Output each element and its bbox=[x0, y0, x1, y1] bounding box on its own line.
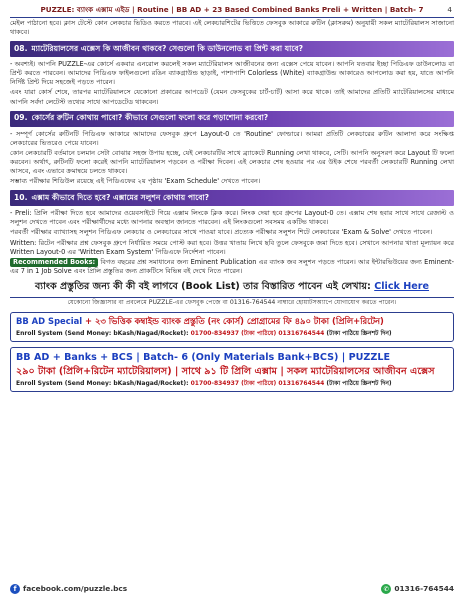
section-10-para-3: Written: রিটেন পরীক্ষার প্রশ্ন ফেসবুক গ্রুপে নির্ধারিত সময়ে পোস্ট করা হবে। উত্তর খাতায় লিখে ছবি তুলে ফেসবুকে জমা দিতে হবে। সেখানে আপনার খাতা মূল্যায়ন করে Written Layout-0 এর 'Written Exam System' পিডিএফে নির্দেশনা পাবেন। bbox=[10, 238, 454, 256]
whatsapp-contact[interactable] bbox=[381, 584, 454, 594]
header-divider bbox=[10, 17, 454, 18]
section-08-para-1: - অবশ্যই। আপনি PUZZLE-এর কোর্সে একবার এনরোল করলেই সকল ম্যাটেরিয়ালস আজীবনের জন্য এক্সেস পেয়ে যাবেন। আপনি যতবার ইচ্ছা পিডিএফ ডাউনলোড বা প্রিন্ট করতে পারবেন। আমাদের পিডিএফ ফাইলগুলো রঙিন ব্যাকগ্রাউন্ড ছাড়াই, পাশাপাশি Colorless (White) ব্যাকগ্রাউন্ড আকারেও আপলোড করা হয়, যাতে আপনি নির্দিষ্ট প্রিন্ট দিয়ে সহজেই পড়তে পারেন। bbox=[10, 60, 454, 87]
enroll-label: Enroll System (Send Money: bKash/Nagad/Rocket): bbox=[16, 330, 189, 338]
booklist-line bbox=[10, 279, 454, 295]
facebook-link[interactable] bbox=[10, 584, 127, 594]
promo-box-batch bbox=[10, 347, 454, 392]
whatsapp-number: 01316-764544 bbox=[394, 583, 454, 593]
section-10-para-2: পরবর্তী পরীক্ষার ব্যাখ্যাসহ সলুশন পিডিএফ লেকচার ও লেকচারের সাথে পাওয়া যাবে। প্রত্যেক পরীক্ষার সলুশন শিটে লেকচারের 'Exam & Solve' দেখতে পাবেন। bbox=[10, 228, 433, 237]
promo-title-sub: ২৯০ টাকা (প্রিলি+রিটেন ম্যাটেরিয়ালস) | সাথে ৯১ টি প্রিলি এক্সাম | সকল ম্যাটেরিয়ালসের আজীবন এক্সেস bbox=[16, 365, 435, 377]
section-title: কোর্সের রুটিন কোথায় পাবো? কীভাবে সেগুলো ফলো করে পড়াশোনা করবো? bbox=[31, 113, 269, 123]
section-title: ম্যাটেরিয়ালসের এক্সেস কি আজীবন থাকবে? সেগুলো কি ডাউনলোড বা প্রিন্ট করা যাবে? bbox=[31, 43, 304, 53]
section-09-heading bbox=[10, 111, 454, 127]
enroll-tail: (টাকা পাঠিয়ে স্ক্রিনশট দিন) bbox=[326, 379, 392, 387]
contact-note: যেকোনো জিজ্ঞাসার বা প্রবলেমে PUZZLE-এর ফেসবুক পেজে বা 01316-764544 নাম্বারে হোয়াটসঅ্যাপে যোগাযোগ করতে পারেন। bbox=[10, 297, 454, 308]
promo-enroll bbox=[16, 330, 448, 338]
booklist-link[interactable]: Click Here bbox=[374, 280, 430, 292]
promo-title bbox=[16, 351, 448, 377]
section-10-para-1: - Preli: প্রিলি পরীক্ষা দিতে হবে আমাদের ওয়েবসাইটে গিয়ে এক্সাম লিংকে ক্লিক করে। লিংক দেয়া হবে গ্রুপের Layout-0 তে। এক্সাম শেষ হবার সাথে সাথে রেজাল্ট ও সলুশন দেখতে পাবেন এবং পরীক্ষার্থীদের মধ্যে আপনার অবস্থান জানতে পারবেন। এই লিংকগুলো সবসময় একটিভ থাকবে। bbox=[10, 209, 454, 227]
promo-enroll bbox=[16, 380, 448, 388]
section-10-heading bbox=[10, 190, 454, 206]
promo-title-main: BB AD + Banks + BCS | Batch- 6 (Only Materials Bank+BCS) | PUZZLE bbox=[16, 352, 390, 364]
recommended-badge: Recommended Books: bbox=[10, 258, 98, 267]
booklist-text: ব্যাংক প্রস্তুতির জন্য কী কী বই লাগবে (Book List) তার বিস্তারিত পাবেন এই লেখায়: bbox=[34, 280, 371, 292]
promo-title-sub: + ২৩ ভিত্তিক কম্বাইন্ড ব্যাংক প্রস্তুতি (নং কোর্স) প্রোগ্রামের ফি ৪৯০ টাকা (প্রিলি+রিটেন) bbox=[85, 316, 384, 327]
enroll-phone: 01700-834937 (টাকা পাঠিয়ে) 01316764544 bbox=[190, 330, 325, 338]
section-09-para-3: সম্ভাব্য পরীক্ষার শিডিউল রয়েছে এই পিডিএফের ২য় পৃষ্ঠায় 'Exam Schedule' দেখতে পাবেন। bbox=[10, 177, 261, 186]
section-title: এক্সাম কীভাবে দিতে হবে? এক্সামের সলুশন কোথায় পাবো? bbox=[31, 192, 210, 202]
whatsapp-icon: ✆ bbox=[381, 584, 391, 594]
section-09-para-1: - সম্পূর্ণ কোর্সের রুটিনটি পিডিএফ আকারে আমাদের ফেসবুক গ্রুপে Layout-0 তে 'Routine' ফোল্ডারে। আমরা প্রতিটি লেকচারের রুটিন আলাদা করে সংক্ষিপ্ত লেকচারের ভিতরেও পেয়ে যাবেন। bbox=[10, 129, 454, 147]
enroll-phone: 01700-834937 (টাকা পাঠিয়ে) 01316764544 bbox=[190, 379, 325, 387]
section-number: 08. bbox=[14, 43, 28, 53]
facebook-icon: f bbox=[10, 584, 20, 594]
section-number: 09. bbox=[14, 113, 28, 123]
section-09-para-2: কোন লেকচারটি বর্তমানে চলমান সেটা বোঝার সহজ উপায় হচ্ছে, যেই লেকচারটির সাথে ব্র্যাকেটে Running লেখা থাকবে, সেটি। আপনি অনুসরণ করে Layout টি ফলো করবেন। অর্থাৎ, রুটিনটি ফলো করেই আপনি ম্যাটেরিয়ালস পড়বেন ও পরীক্ষা দিবেন। এই লেকচার শেষ হওয়ার পর এর উইক শেষে পরবর্তী লেকচারটি Running লেখা আসবে, এবং এভাবে ক্রমান্বয়ে চলতে থাকবে। bbox=[10, 148, 454, 176]
section-number: 10. bbox=[14, 192, 28, 202]
enroll-label: Enroll System (Send Money: bKash/Nagad/Rocket): bbox=[16, 379, 189, 387]
page-number: 4 bbox=[447, 5, 452, 14]
promo-title-main: BB AD Special bbox=[16, 316, 83, 327]
page-header bbox=[10, 4, 454, 15]
promo-box-special bbox=[10, 312, 454, 342]
intro-paragraph: মেইল পাঠানো হবে। ক্লাস টেস্টে কোন লেকচার ভিডিও করতে পারবে। এই লেকচারশিটের ভিত্তিতে ফেসবুক আকারে রুটিন (ক্লাসরুম) অনুযায়ী সকল ম্যাটেরিয়ালস সাজানো থাকবে। bbox=[10, 19, 454, 37]
enroll-tail: (টাকা পাঠিয়ে স্ক্রিনশট দিন) bbox=[326, 330, 392, 338]
promo-title bbox=[16, 316, 448, 328]
recommended-books bbox=[10, 258, 454, 276]
header-title: PUZZLE: ব্যাংক এক্সাম এইড | Routine | BB AD + 23 Based Combined Banks Preli + Written | Batch- 7 bbox=[40, 5, 424, 14]
section-08-para-2: এবং যারা কোর্স শেষে, তারপর ম্যাটেরিয়ালসে যেকোনো প্রকারের আপডেট (যেমন ফেসবুকের চার্ট-চার্ট) আসা করে থাকে। তাই আমাদের প্রতিটি ম্যাটেরিয়ালসের মাধ্যমে আপনি সর্বদা লেটেস্ট তথ্যের সাথে আপডেটেড থাকবেন। bbox=[10, 88, 454, 106]
facebook-url: facebook.com/puzzle.bcs bbox=[23, 583, 128, 593]
section-08-heading bbox=[10, 41, 454, 57]
recommended-text: বিগত বছরের প্রশ্ন সমাধানের জন্য Eminent Publication এর ব্যাংক জব সলুশন পড়তে পারেন। আর ইন্টারভিউয়ের জন্য Eminent-এর 7 in 1 Job Solve এবং প্রিলি প্রস্তুতির জন্য প্রাকটিসে বিভিন্ন বই দেখে নিতে পারেন। bbox=[10, 257, 454, 275]
page-footer bbox=[10, 582, 454, 596]
